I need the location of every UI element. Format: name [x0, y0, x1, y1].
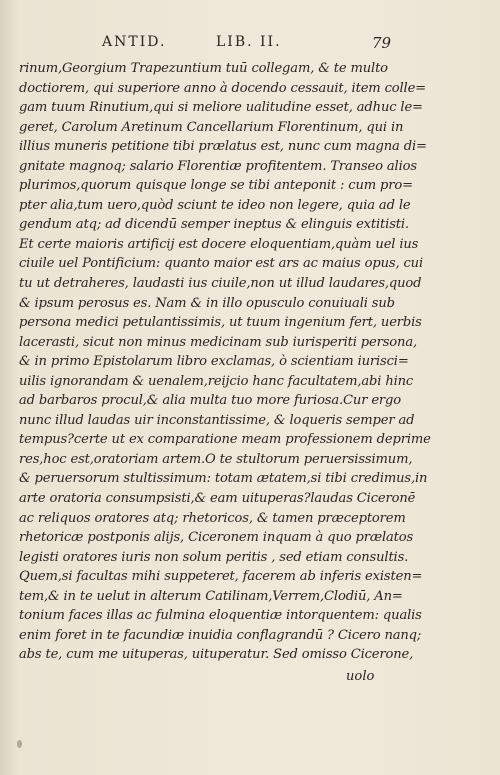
- text-line: Quem,si facultas mihi suppeteret, facerem ab inferis existen=: [19, 569, 423, 585]
- text-line: gendum atq; ad dicendū semper ineptus & elinguis extitisti.: [19, 217, 409, 233]
- text-line: rinum,Georgium Trapezuntium tuū collegam, & te multo: [19, 61, 388, 76]
- text-line: legisti oratores iuris non solum peritis , sed etiam consultis.: [19, 549, 409, 565]
- page-number: 79: [372, 34, 392, 52]
- text-line: ac reliquos oratores atq; rhetoricos, & tamen præceptorem: [19, 510, 406, 526]
- text-line: enim foret in te facundiæ inuidia conflagrandū ? Cicero nanq;: [19, 627, 422, 643]
- text-line: ad barbaros procul,& alia multa tuo more furiosa.Cur ergo: [19, 393, 401, 409]
- text-line: tu ut detraheres, laudasti ius ciuile,non ut illud laudares,quod: [19, 276, 422, 292]
- text-line: rhetoricæ postponis alijs, Ciceronem inquam à quo prælatos: [19, 530, 414, 546]
- text-line: & ipsum perosus es. Nam & in illo opusculo conuiuali sub: [19, 295, 395, 311]
- body-text: [19, 59, 431, 665]
- text-line: Et certe maioris artificij est docere eloquentiam,quàm uel ius: [19, 236, 419, 252]
- catchword: uolo: [346, 669, 375, 684]
- paper-stain: [17, 740, 22, 748]
- text-line: geret, Carolum Aretinum Cancellarium Florentinum, qui in: [19, 119, 404, 135]
- text-line: abs te, cum me uituperas, uituperatur. Sed omisso Cicerone,: [19, 647, 414, 663]
- text-line: pter alia,tum uero,quòd sciunt te ideo non legere, quia ad le: [19, 197, 411, 213]
- text-line: & peruersorum stultissimum: totam ætatem,si tibi credimus,in: [19, 471, 428, 487]
- running-head-left: ANTID.: [102, 34, 167, 50]
- text-line: tem,& in te uelut in alterum Catilinam,Verrem,Clodiū, An=: [19, 588, 403, 604]
- text-line: lacerasti, sicut non minus medicinam sub iurisperiti persona,: [19, 334, 417, 350]
- text-line: res,hoc est,oratoriam artem.O te stultorum peruersissimum,: [19, 451, 413, 467]
- text-line: illius muneris petitione tibi prælatus est, nunc cum magna di=: [19, 139, 427, 155]
- text-line: gam tuum Rinutium,qui si meliore ualitudine esset, adhuc le=: [19, 100, 423, 116]
- text-line: persona medici petulantissimis, ut tuum ingenium fert, uerbis: [19, 315, 422, 331]
- text-line: plurimos,quorum quisque longe se tibi anteponit : cum pro=: [19, 178, 413, 194]
- running-head-center: LIB. II.: [216, 34, 282, 50]
- running-head: [0, 34, 500, 54]
- text-line: nunc illud laudas uir inconstantissime, & loqueris semper ad: [19, 412, 415, 428]
- text-line: tempus?certe ut ex comparatione meam professionem deprime: [19, 432, 431, 448]
- text-line: & in primo Epistolarum libro exclamas, ò scientiam iurisci=: [19, 354, 409, 370]
- text-line: uilis ignorandam & uenalem,reijcio hanc facultatem,abi hinc: [19, 373, 414, 389]
- text-line: ciuile uel Pontificium: quanto maior est ars ac maius opus, cui: [19, 256, 423, 272]
- text-line: tonium faces illas ac fulmina eloquentiæ intorquentem: qualis: [19, 608, 422, 624]
- text-line: arte oratoria consumpsisti,& eam uituperas?laudas Ciceronē: [19, 491, 416, 507]
- text-line: gnitate magnoq; salario Florentiæ profitentem. Transeo alios: [19, 158, 417, 174]
- text-line: doctiorem, qui superiore anno à docendo cessauit, item colle=: [19, 80, 426, 96]
